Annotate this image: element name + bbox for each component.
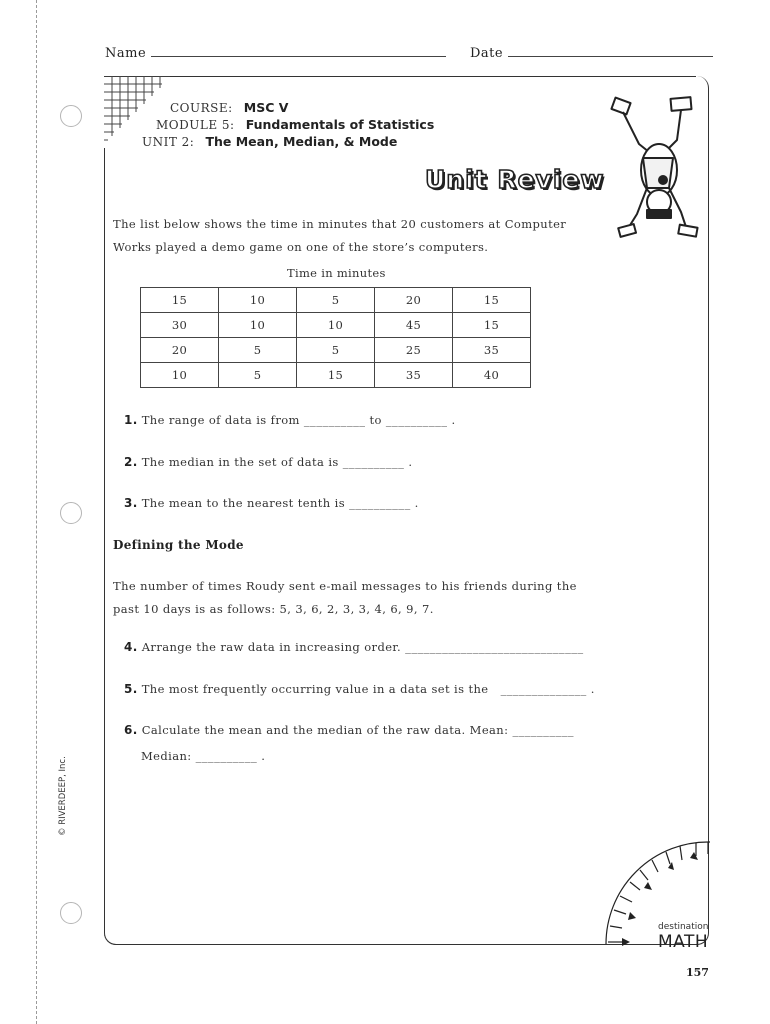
table-cell: 35 xyxy=(453,338,531,363)
table-cell: 5 xyxy=(219,338,297,363)
answer-blank[interactable]: __________ xyxy=(385,413,448,427)
table-cell: 15 xyxy=(297,363,375,388)
table-cell: 10 xyxy=(297,313,375,338)
name-field[interactable] xyxy=(105,44,446,61)
answer-blank[interactable]: __________ xyxy=(303,413,366,427)
table-cell: 10 xyxy=(219,288,297,313)
module-value: Fundamentals of Statistics xyxy=(245,117,435,132)
table-cell: 25 xyxy=(375,338,453,363)
table-row xyxy=(141,338,531,363)
question-6-median xyxy=(141,749,265,763)
table-row xyxy=(141,363,531,388)
module-label: MODULE 5: xyxy=(156,118,235,132)
table-cell: 20 xyxy=(141,338,219,363)
answer-blank[interactable]: __________ xyxy=(342,455,405,469)
table-cell: 15 xyxy=(453,313,531,338)
question-number: 3. xyxy=(124,496,138,510)
question-text: Calculate the mean and the median of the raw data. Mean: xyxy=(141,723,509,737)
question-number: 1. xyxy=(124,413,138,427)
question-3 xyxy=(124,496,419,510)
table-row xyxy=(141,288,531,313)
copyright-text: © RIVERDEEP, Inc. xyxy=(58,756,68,836)
table-cell: 35 xyxy=(375,363,453,388)
question-5 xyxy=(124,682,595,696)
question-text: The mean to the nearest tenth is xyxy=(141,496,346,510)
binder-hole-top xyxy=(60,105,82,127)
median-label: Median: xyxy=(141,749,192,763)
unit-label: UNIT 2: xyxy=(142,135,195,149)
brand-math: MATH xyxy=(658,932,709,952)
question-1 xyxy=(124,413,456,427)
binder-hole-bottom xyxy=(60,902,82,924)
course-label: COURSE: xyxy=(170,101,233,115)
question-number: 5. xyxy=(124,682,138,696)
table-cell: 45 xyxy=(375,313,453,338)
brand-destination: destination xyxy=(658,922,709,932)
mascot-illustration xyxy=(603,92,703,244)
answer-blank[interactable]: __________ xyxy=(512,723,574,737)
intro-paragraph: The list below shows the time in minutes that 20 customers at Computer Works played a demo game on one of the store’s computers. xyxy=(113,217,567,254)
table-cell: 15 xyxy=(453,288,531,313)
name-label: Name xyxy=(105,46,147,61)
table-row xyxy=(141,313,531,338)
table-cell: 10 xyxy=(141,363,219,388)
table-cell: 30 xyxy=(141,313,219,338)
question-text: The range of data is from xyxy=(141,413,300,427)
answer-blank[interactable]: _____________________________ xyxy=(405,640,584,654)
question-6 xyxy=(124,723,574,737)
question-4 xyxy=(124,640,584,654)
binder-hole-middle xyxy=(60,502,82,524)
question-end: . xyxy=(261,749,266,763)
table-cell: 5 xyxy=(297,288,375,313)
question-text: Arrange the raw data in increasing order. xyxy=(141,640,402,654)
answer-blank[interactable]: ______________ xyxy=(500,682,587,696)
section-title: Defining the Mode xyxy=(113,538,244,552)
question-text: The median in the set of data is xyxy=(141,455,339,469)
unit-value: The Mean, Median, & Mode xyxy=(205,134,398,149)
page-number: 157 xyxy=(686,966,709,979)
table-cell: 15 xyxy=(141,288,219,313)
table-cell: 5 xyxy=(219,363,297,388)
date-field[interactable] xyxy=(470,44,713,61)
name-blank[interactable] xyxy=(151,44,446,57)
question-end: . xyxy=(590,682,595,696)
table-cell: 40 xyxy=(453,363,531,388)
course-value: MSC V xyxy=(243,100,289,115)
frame-bottom-left-corner xyxy=(104,918,131,945)
date-label: Date xyxy=(470,46,504,61)
time-table xyxy=(140,287,531,388)
question-end: . xyxy=(408,455,413,469)
page-title: Unit Review xyxy=(425,165,605,194)
date-blank[interactable] xyxy=(508,44,713,57)
answer-blank[interactable]: __________ xyxy=(195,749,258,763)
unit-line xyxy=(142,131,397,150)
mode-paragraph: The number of times Roudy sent e-mail messages to his friends during the past 10 days is as follows: 5, 3, 6, 2, 3, 3, 4, 6, 9, 7. xyxy=(113,579,577,616)
table-caption: Time in minutes xyxy=(287,266,386,280)
perforation-edge xyxy=(36,0,37,1024)
frame-left-border xyxy=(104,148,105,918)
question-number: 4. xyxy=(124,640,138,654)
question-number: 2. xyxy=(124,455,138,469)
answer-blank[interactable]: __________ xyxy=(349,496,411,510)
question-2 xyxy=(124,455,412,469)
table-cell: 5 xyxy=(297,338,375,363)
table-cell: 20 xyxy=(375,288,453,313)
question-end: . xyxy=(451,413,456,427)
table-cell: 10 xyxy=(219,313,297,338)
question-text: to xyxy=(369,413,382,427)
question-number: 6. xyxy=(124,723,138,737)
question-end: . xyxy=(414,496,419,510)
question-text: The most frequently occurring value in a data set is the xyxy=(141,682,489,696)
